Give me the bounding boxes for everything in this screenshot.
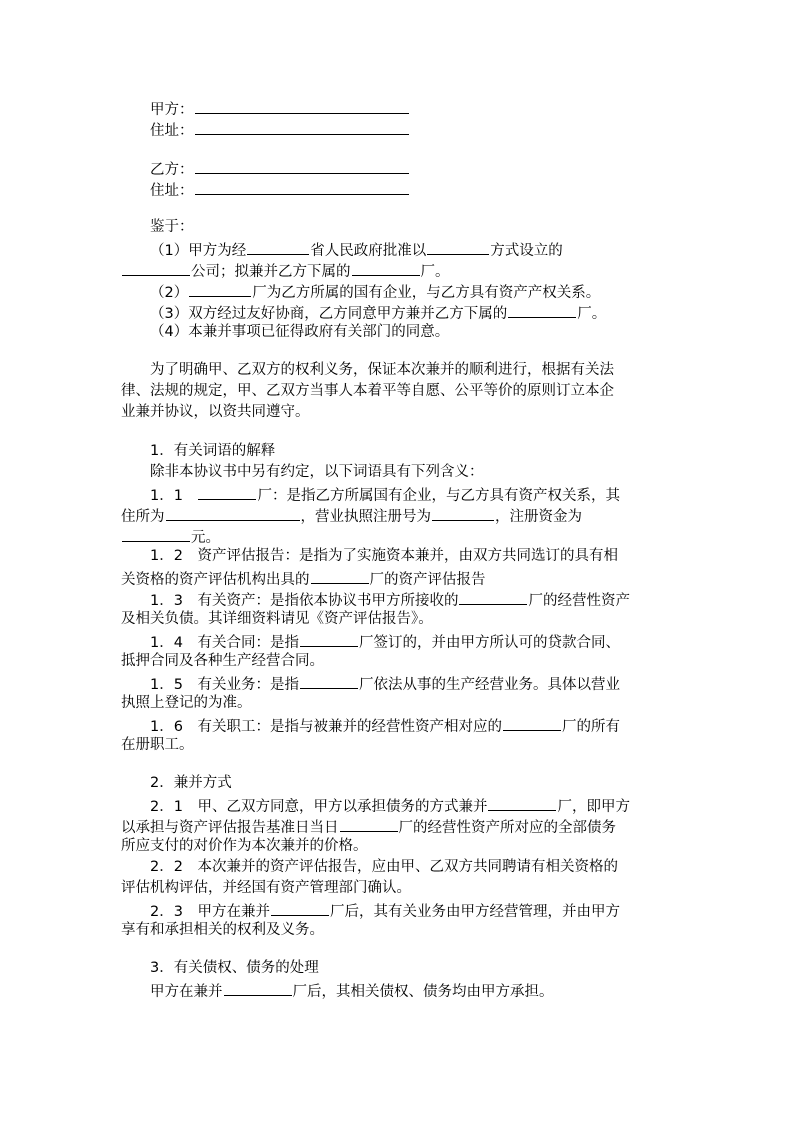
clause-2-1 <box>150 794 630 815</box>
blank <box>427 238 489 255</box>
clause-1-1-text-b: 住所为 <box>121 509 165 525</box>
blank <box>189 280 251 297</box>
clause-1-6-cont <box>121 735 194 756</box>
section-3-text <box>150 979 554 1000</box>
clause-2-3 <box>150 899 620 920</box>
clause-2-3-text-b: 厂后，其有关业务由甲方经营管理，并由甲方 <box>329 904 620 920</box>
clause-1-1 <box>150 483 620 504</box>
recitals-intro-text: 鉴于： <box>150 219 194 235</box>
clause-1-5-cont <box>121 693 252 714</box>
party-a-blank <box>195 97 409 114</box>
section-1-intro <box>150 462 484 483</box>
clause-1-5-text-c: 执照上登记的为准。 <box>121 695 252 711</box>
clause-1-2-text-b: 关资格的资产评估机构出具的 <box>121 572 310 588</box>
blank <box>508 301 576 318</box>
recital-3-text-a: （3）双方经过友好协商，乙方同意甲方兼并乙方下属的 <box>150 306 508 322</box>
clause-1-1-text-e: 元。 <box>191 530 220 546</box>
blank <box>198 483 256 500</box>
party-a-address-blank <box>195 118 409 135</box>
recital-1-text-b: 省人民政府批准以 <box>310 243 427 259</box>
recital-item-2 <box>150 280 600 301</box>
clause-2-2-text-b: 评估机构评估，并经国有资产管理部门确认。 <box>121 880 411 896</box>
clause-1-1-cont <box>121 504 582 525</box>
clause-2-3-text-c: 享有和承担相关的权利及义务。 <box>121 922 324 938</box>
clause-2-1-text-b: 厂，即甲方 <box>557 799 630 815</box>
clause-2-1-text-e: 所应支付的对价作为本次兼并的价格。 <box>121 838 368 854</box>
blank <box>311 567 369 584</box>
party-a-label: 甲方： <box>150 102 194 118</box>
recital-4-text: （4）本兼并事项已征得政府有关部门的同意。 <box>150 324 450 340</box>
section-3-text-a: 甲方在兼并 <box>150 984 223 1000</box>
clause-1-4-text-a: 1．4 有关合同：是指 <box>150 635 299 651</box>
party-b-address-label: 住址： <box>150 183 194 199</box>
clause-2-2-cont <box>121 878 411 899</box>
clause-1-6-text-c: 在册职工。 <box>121 737 194 753</box>
clause-1-1-cont-2 <box>121 525 220 546</box>
section-1-heading <box>150 441 275 462</box>
recital-1-text-c: 方式设立的 <box>490 243 563 259</box>
clause-1-2-text-a: 1．2 资产评估报告：是指为了实施资本兼并，由双方共同选订的具有相 <box>150 548 618 564</box>
clause-2-2-text-a: 2．2 本次兼并的资产评估报告，应由甲、乙双方共同聘请有相关资格的 <box>150 859 618 875</box>
clause-1-1-number: 1．1 <box>150 488 198 504</box>
blank <box>122 525 190 542</box>
blank <box>352 259 420 276</box>
clause-1-6-text-b: 厂的所有 <box>561 719 620 735</box>
blank <box>224 979 292 996</box>
recital-2-text-a: （2） <box>150 285 189 301</box>
recital-item-1 <box>150 238 563 259</box>
clause-1-4-text-c: 抵押合同及各种生产经营合同。 <box>121 653 324 669</box>
recital-1-text-e: 厂。 <box>420 264 450 280</box>
preamble-text-2: 律、法规的规定，甲、乙双方当事人本着平等自愿、公平等价的原则订立本企 <box>121 383 614 399</box>
blank <box>271 899 329 916</box>
party-b-blank <box>195 157 409 174</box>
clause-1-2 <box>150 546 618 567</box>
recital-item-1-cont <box>121 259 450 280</box>
preamble-line-2 <box>121 381 614 402</box>
party-b-line <box>150 157 410 178</box>
blank <box>459 588 527 605</box>
clause-1-6-text-a: 1．6 有关职工：是指与被兼并的经营性资产相对应的 <box>150 719 502 735</box>
clause-1-3-text-b: 厂的经营性资产 <box>528 593 630 609</box>
clause-1-3-text-a: 1．3 有关资产：是指依本协议书甲方所接收的 <box>150 593 459 609</box>
recital-3-text-b: 厂。 <box>577 306 607 322</box>
recital-item-3 <box>150 301 606 322</box>
party-b-label: 乙方： <box>150 162 194 178</box>
clause-1-1-text-d: ，注册资金为 <box>495 509 582 525</box>
section-3-heading <box>150 958 319 979</box>
clause-1-4-cont <box>121 651 324 672</box>
clause-2-3-cont <box>121 920 324 941</box>
clause-1-2-cont <box>121 567 486 588</box>
clause-1-1-text-a: 厂：是指乙方所属国有企业，与乙方具有资产权关系，其 <box>257 488 620 504</box>
clause-2-1-cont <box>121 815 616 836</box>
party-a-address-line <box>150 118 410 139</box>
blank <box>340 815 398 832</box>
blank <box>300 672 358 689</box>
clause-1-6 <box>150 714 620 735</box>
blank <box>247 238 309 255</box>
clause-1-4-text-b: 厂签订的，并由甲方所认可的贷款合同、 <box>358 635 620 651</box>
clause-1-4 <box>150 630 620 651</box>
clause-1-5-text-a: 1．5 有关业务：是指 <box>150 677 299 693</box>
recital-2-text-b: 厂为乙方所属的国有企业，与乙方具有资产产权关系。 <box>252 285 601 301</box>
clause-1-5 <box>150 672 620 693</box>
blank <box>166 504 300 521</box>
party-b-address-line <box>150 178 410 199</box>
preamble-line-1 <box>150 360 614 381</box>
preamble-line-3 <box>121 402 310 423</box>
clause-1-3 <box>150 588 630 609</box>
clause-2-1-text-c: 以承担与资产评估报告基准日当日 <box>121 820 339 836</box>
blank <box>300 630 358 647</box>
clause-1-2-text-c: 厂的资产评估报告 <box>369 572 486 588</box>
recitals-intro <box>150 217 194 238</box>
clause-2-1-text-a: 2．1 甲、乙双方同意，甲方以承担债务的方式兼并 <box>150 799 488 815</box>
clause-1-1-text-c: ，营业执照注册号为 <box>300 509 431 525</box>
party-a-line <box>150 97 410 118</box>
preamble-text-1: 为了明确甲、乙双方的权利义务，保证本次兼并的顺利进行，根据有关法 <box>150 362 614 378</box>
section-2-heading <box>150 773 232 794</box>
recital-1-text-a: （1）甲方为经 <box>150 243 247 259</box>
blank <box>122 259 190 276</box>
clause-2-3-text-a: 2．3 甲方在兼并 <box>150 904 270 920</box>
party-b-address-blank <box>195 178 409 195</box>
recital-1-text-d: 公司；拟兼并乙方下属的 <box>191 264 351 280</box>
party-a-address-label: 住址： <box>150 123 194 139</box>
blank <box>488 794 556 811</box>
section-2-heading-text: 2．兼并方式 <box>150 775 232 791</box>
section-3-heading-text: 3．有关债权、债务的处理 <box>150 960 319 976</box>
preamble-text-3: 业兼并协议，以资共同遵守。 <box>121 404 310 420</box>
recital-item-4 <box>150 322 449 343</box>
clause-1-3-text-c: 及相关负债。其详细资料请见《资产评估报告》。 <box>121 611 433 627</box>
clause-1-3-cont <box>121 609 433 630</box>
clause-2-1-cont-2 <box>121 836 368 857</box>
section-1-intro-text: 除非本协议书中另有约定，以下词语具有下列含义： <box>150 464 484 480</box>
clause-2-1-text-d: 厂的经营性资产所对应的全部债务 <box>398 820 616 836</box>
section-3-text-b: 厂后，其相关债权、债务均由甲方承担。 <box>292 984 554 1000</box>
section-1-heading-text: 1．有关词语的解释 <box>150 443 276 459</box>
clause-1-5-text-b: 厂依法从事的生产经营业务。具体以营业 <box>358 677 620 693</box>
blank <box>432 504 494 521</box>
blank <box>503 714 561 731</box>
clause-2-2 <box>150 857 618 878</box>
